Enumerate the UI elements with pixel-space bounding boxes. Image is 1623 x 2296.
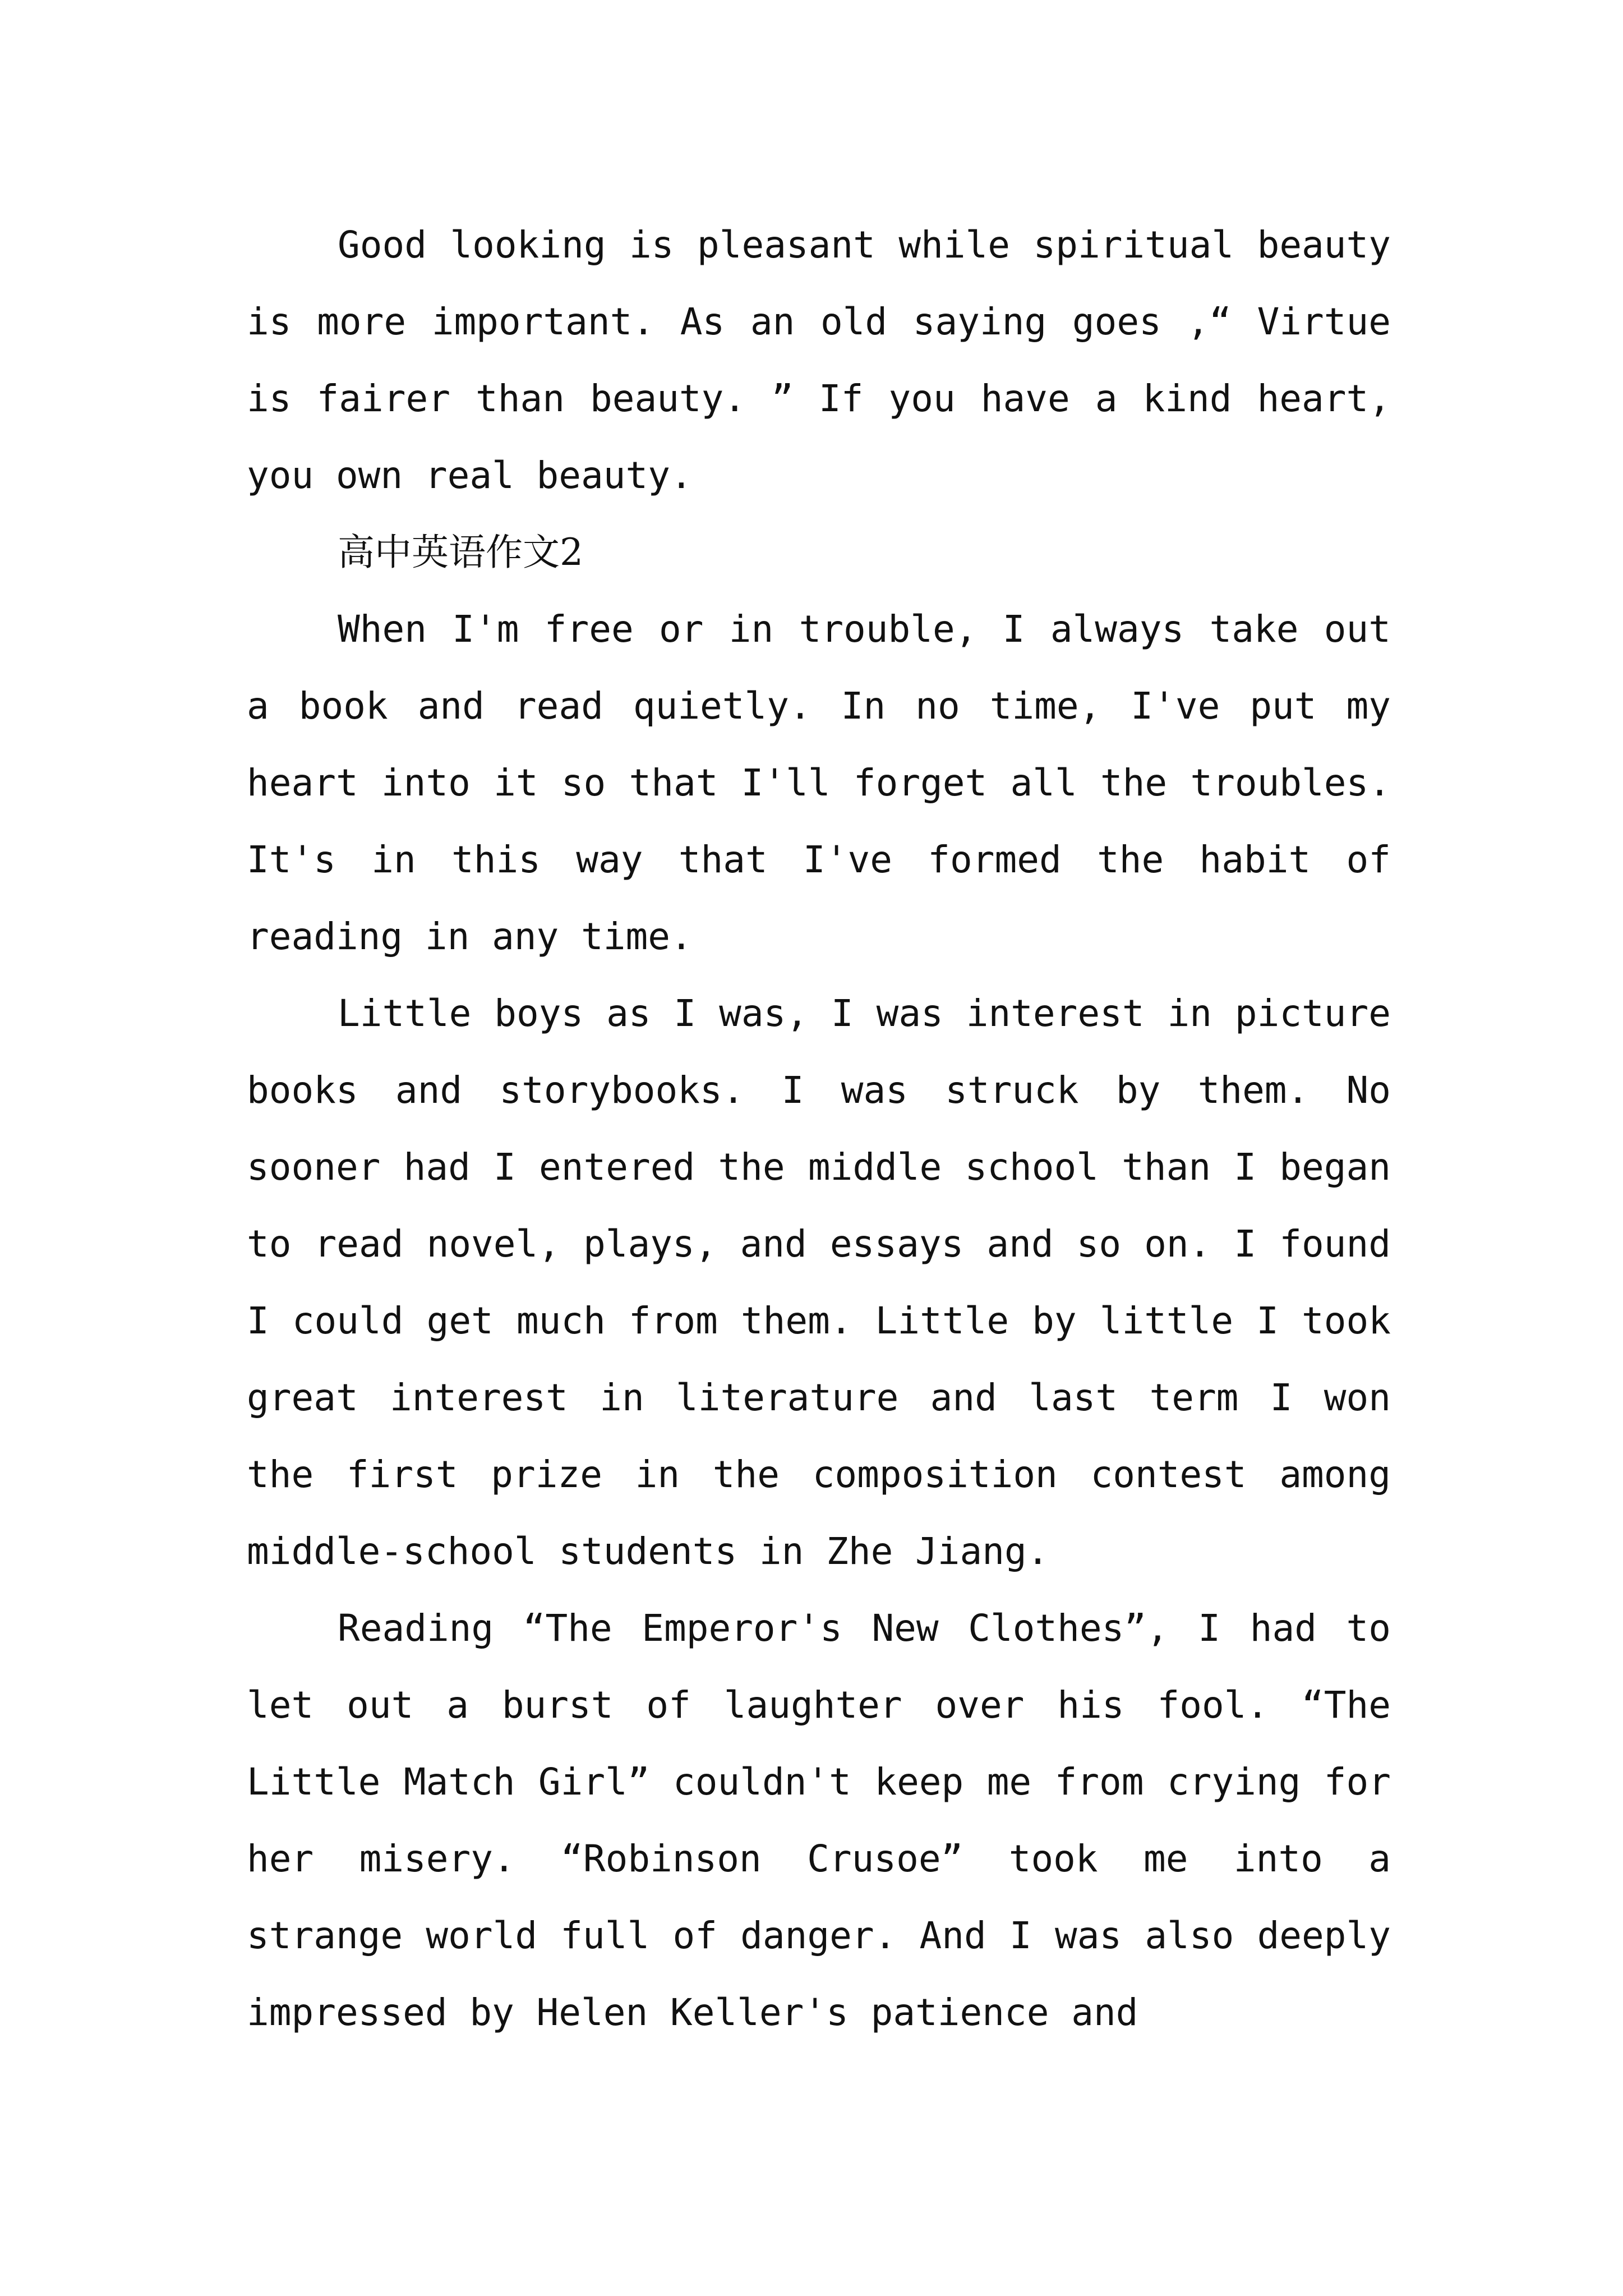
paragraph-spiritual-beauty: Good looking is pleasant while spiritual beauty is more important. As an old saying goes ,“ Virtue is fairer than beauty. ” If you have a kind heart, you own real beauty. [247, 223, 1391, 497]
paragraph-favorite-books: Reading “The Emperor's New Clothes”, I had to let out a burst of laughter over his fool. “The Little Match Girl” couldn't keep me from crying for her misery. “Robinson Crusoe” took me into a strange world full of danger. And I was also deeply impressed by Helen Keller's patience and [247, 1607, 1391, 2034]
document-body [247, 206, 1391, 2051]
paragraph-literature-interest: Little boys as I was, I was interest in picture books and storybooks. I was struck by them. No sooner had I entered the middle school than I began to read novel, plays, and essays and so on. I found I could get much from them. Little by little I took great interest in literature and last term I won the first prize in the composition contest among middle-school students in Zhe Jiang. [247, 992, 1391, 1573]
paragraph-reading-habit: When I'm free or in trouble, I always take out a book and read quietly. In no time, I've put my heart into it so that I'll forget all the troubles. It's in this way that I've formed the habit of reading in any time. [247, 608, 1391, 958]
section-heading: 高中英语作文2 [338, 531, 583, 574]
